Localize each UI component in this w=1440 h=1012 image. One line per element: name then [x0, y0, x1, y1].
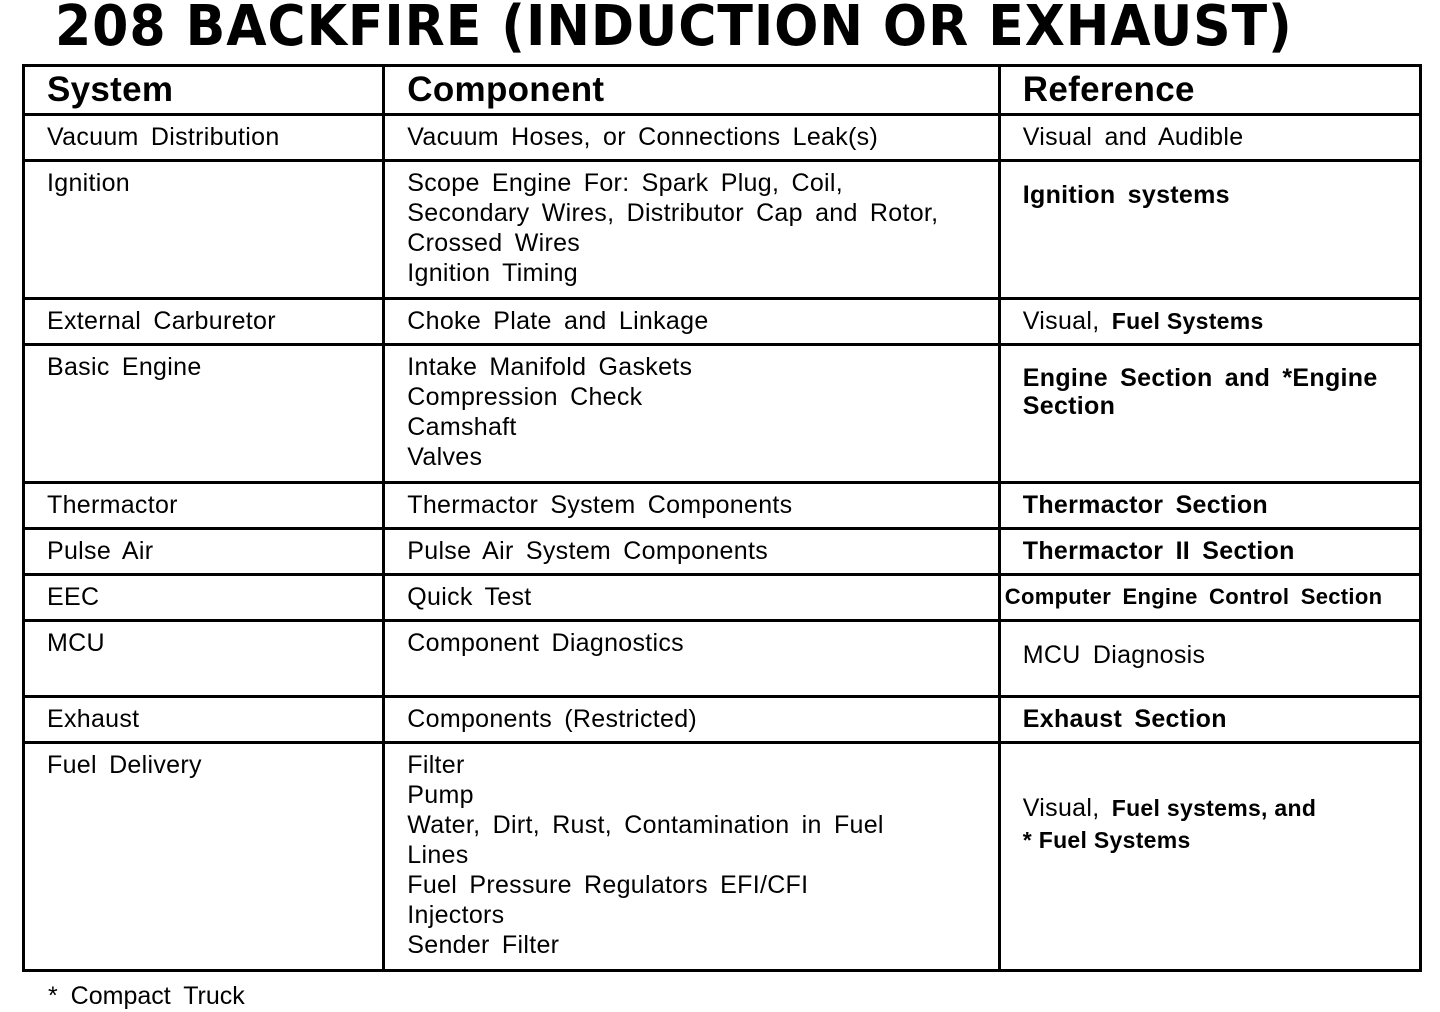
reference-plain: Visual,	[1022, 307, 1112, 335]
table-row	[24, 743, 1421, 971]
component-line: Vacuum Hoses, or Connections Leak(s)	[407, 123, 879, 151]
system-cell: External Carburetor	[24, 299, 384, 345]
system-cell: EEC	[24, 575, 384, 621]
reference-cell: Visual and Audible	[999, 115, 1420, 161]
system-cell: Fuel Delivery	[24, 743, 384, 971]
component-cell	[384, 161, 1000, 299]
system-cell: Vacuum Distribution	[24, 115, 384, 161]
table-row	[24, 345, 1421, 483]
component-line: Compression Check	[407, 383, 643, 411]
component-line: Scope Engine For: Spark Plug, Coil,	[407, 169, 843, 197]
component-cell	[384, 697, 1000, 743]
system-cell: Thermactor	[24, 483, 384, 529]
component-line: Lines	[407, 841, 469, 869]
reference-cell: Thermactor Section	[999, 483, 1420, 529]
reference-cell: MCU Diagnosis	[999, 621, 1420, 697]
footnote: * Compact Truck	[48, 982, 245, 1010]
component-line: Filter	[407, 751, 465, 779]
reference-bold-line: * Fuel Systems	[1022, 827, 1191, 853]
page-title: 208 BACKFIRE (INDUCTION OR EXHAUST)	[55, 0, 1293, 59]
reference-cell: Computer Engine Control Section	[999, 575, 1420, 621]
component-line: Pulse Air System Components	[407, 537, 769, 565]
system-cell: Pulse Air	[24, 529, 384, 575]
component-cell	[384, 575, 1000, 621]
header-system: System	[24, 66, 384, 115]
component-line: Quick Test	[407, 583, 532, 611]
component-line: Pump	[407, 781, 474, 809]
table-row	[24, 529, 1421, 575]
header-component: Component	[384, 66, 1000, 115]
component-line: Choke Plate and Linkage	[407, 307, 709, 335]
table-row	[24, 161, 1421, 299]
component-cell	[384, 115, 1000, 161]
reference-bold: Fuel Systems	[1111, 308, 1264, 334]
table-row	[24, 575, 1421, 621]
component-line: Secondary Wires, Distributor Cap and Rotor,	[407, 199, 939, 227]
component-cell	[384, 621, 1000, 697]
table-row	[24, 115, 1421, 161]
component-line: Component Diagnostics	[407, 629, 684, 657]
reference-plain: Visual,	[1022, 794, 1112, 822]
reference-bold: Fuel systems, and	[1111, 795, 1317, 821]
system-cell: Ignition	[24, 161, 384, 299]
component-line: Components (Restricted)	[407, 705, 698, 733]
reference-cell	[999, 743, 1420, 971]
header-reference: Reference	[999, 66, 1420, 115]
table-row	[24, 621, 1421, 697]
reference-cell: Ignition systems	[999, 161, 1420, 299]
component-cell	[384, 299, 1000, 345]
reference-cell: Exhaust Section	[999, 697, 1420, 743]
header-row	[24, 66, 1421, 115]
diagnosis-table	[22, 64, 1422, 972]
component-line: Injectors	[407, 901, 505, 929]
component-line: Camshaft	[407, 413, 517, 441]
component-line: Sender Filter	[407, 931, 560, 959]
table-row	[24, 697, 1421, 743]
table-row	[24, 483, 1421, 529]
component-line: Valves	[407, 443, 483, 471]
component-line: Intake Manifold Gaskets	[407, 353, 693, 381]
system-cell: Exhaust	[24, 697, 384, 743]
system-cell: MCU	[24, 621, 384, 697]
component-line: Water, Dirt, Rust, Contamination in Fuel	[407, 811, 884, 839]
component-cell	[384, 529, 1000, 575]
component-cell	[384, 483, 1000, 529]
reference-cell	[999, 299, 1420, 345]
component-cell	[384, 743, 1000, 971]
component-line: Fuel Pressure Regulators EFI/CFI	[407, 871, 809, 899]
reference-cell: Engine Section and *Engine Section	[999, 345, 1420, 483]
component-line: Ignition Timing	[407, 259, 578, 287]
system-cell: Basic Engine	[24, 345, 384, 483]
table-row	[24, 299, 1421, 345]
component-line: Thermactor System Components	[407, 491, 793, 519]
component-cell	[384, 345, 1000, 483]
reference-cell: Thermactor II Section	[999, 529, 1420, 575]
component-line: Crossed Wires	[407, 229, 581, 257]
